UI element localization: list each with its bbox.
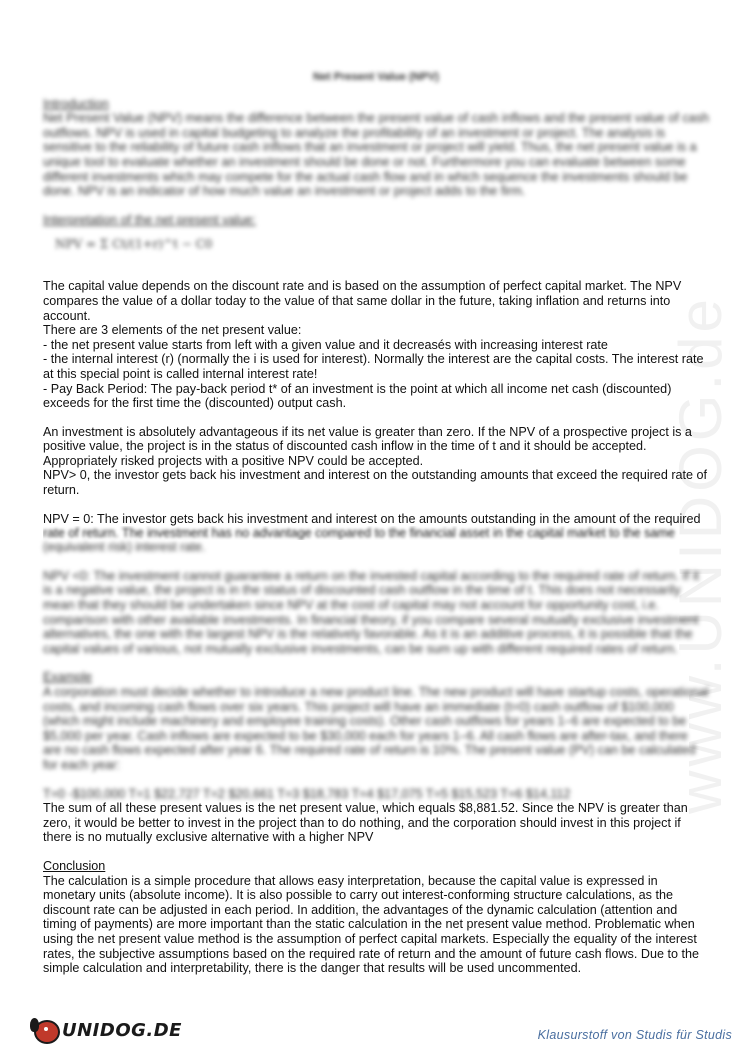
element-3-line: - Pay Back Period: The pay-back period t* of an investment is the point at which all income net cash (discounted) exceeds for the first time the (discounted) output cash.	[43, 381, 672, 411]
npv-positive-paragraph: NPV> 0, the investor gets back his investment and interest on the outstanding amounts that exceed the required rate of return.	[43, 468, 708, 498]
example-heading: Example	[43, 670, 92, 685]
intro-heading: Introduction	[43, 96, 109, 111]
clear-elements-section	[43, 279, 709, 540]
intro-paragraph: Net Present Value (NPV) means the difference between the present value of cash inflows and the present value of cash outflows. NPV is used in capital budgeting to analyze the profitability of an investment or project. The analysis is sensitive to the reliability of future cash inflows that an investment or project will yield. Thus, the net present value is a unique tool to evaluate whether an investment should be done or not. Furthermore you can evaluate between some different investments which may compete for the actual cash flow and in which sequence the investments should be done. NPV is an indicator of how much value an investment or project adds to the firm.	[43, 111, 709, 199]
npv-zero-line-2: rate of return. The investment has no advantage compared to the financial asset in the capital market to the same	[43, 526, 675, 541]
capital-value-paragraph: The capital value depends on the discount rate and is based on the assumption of perfect capital market. The NPV compares the value of a dollar today to the value of that same dollar in the future, taking inflation and returns into account.	[43, 279, 682, 323]
conclusion-heading: Conclusion	[43, 858, 106, 873]
unidog-logo[interactable]	[28, 1014, 182, 1046]
document-body	[43, 70, 709, 976]
document-title: Net Present Value (NPV)	[313, 71, 439, 83]
clear-conclusion-section	[43, 801, 709, 976]
npv-sum-paragraph: The sum of all these present values is the net present value, which equals $8,881.52. Since the NPV is greater than zero, it would be better to invest in the project than to do nothing, and the corporation should invest in this project if there is no mutually exclusive alternative with a higher NPV	[43, 801, 688, 845]
page-footer	[0, 1012, 750, 1052]
element-1-line: - the net present value starts from left with a given value and it decreasés with increasing interest rate	[43, 337, 608, 352]
footer-tagline: Klausurstoff von Studis für Studis	[537, 1028, 732, 1042]
blurred-intro-section	[43, 70, 709, 267]
logo-text: UNIDOG.DE	[62, 1019, 182, 1041]
element-2-line: - the internal interest (r) (normally the i is used for interest). Normally the interest are the capital costs. The interest rate at this special point is called internal interest rate!	[43, 352, 704, 381]
dog-icon	[28, 1014, 60, 1046]
blurred-middle-section	[43, 540, 709, 801]
npv-zero-line-2-wrap	[43, 526, 709, 540]
interpretation-heading: Interpretation of the net present value:	[43, 212, 256, 227]
example-values-line: T=0 -$100,000 T=1 $22,727 T=2 $20,661 T=3 $18,783 T=4 $17,075 T=5 $15,523 T=6 $14,112	[43, 786, 571, 801]
npv-formula: NPV = Σ Ct/(1+r)^t − C0	[55, 237, 213, 252]
elements-intro-line: There are 3 elements of the net present value:	[43, 323, 302, 338]
watermark-text: www.UNIDOG.de	[667, 295, 735, 814]
advantage-paragraph: An investment is absolutely advantageous if its net value is greater than zero. If the NPV of a prospective project is a positive value, the project is in the status of discounted cash inflow in the time of t and it should be accepted. Appropriately risked projects with a positive NPV could be accepted.	[43, 424, 692, 468]
conclusion-paragraph: The calculation is a simple procedure that allows easy interpretation, because the capital value is expressed in monetary units (absolute income). It is also possible to carry out interest-conforming structure calculations, as the discount rate can be adjusted in each period. In addition, the advantages of the dynamic calculation (attention and timing of payments) are more important than the static calculation in the net present value method. Problematic when using the net present value method is the assumption of perfect capital markets. Especially the equality of the interest rates, the subjective assumptions based on the required rate of return and the amount of future cash flows. Due to the simple calculation and interpretability, there is the danger that results will be used uncommented.	[43, 873, 699, 976]
npv-negative-paragraph: NPV <0: The investment cannot guarantee a return on the invested capital according to the required rate of return. If it is a negative value, the project is in the status of discounted cash outflow in the time of t. This does not necessarily mean that they should be undertaken since NPV at the cost of capital may not account for opportunity cost, i.e. comparison with other available investments. In financial theory, if you compare several mutually exclusive investment alternatives, the one with the largest NPV is the relatively favorable. As it is an additive process, it is possible that the capital values of various, not mutually exclusive investments, can be sum up with different required rates of return.	[43, 568, 700, 656]
npv-zero-line-3: (equivalent risk) interest rate.	[43, 540, 206, 555]
npv-zero-line-1: NPV = 0: The investor gets back his investment and interest on the amounts outstanding in the amount of the required	[43, 511, 701, 526]
example-paragraph: A corporation must decide whether to introduce a new product line. The new product will have startup costs, operational costs, and incoming cash flows over six years. This project will have an immediate (t=0) cash outflow of $100,000 (which might include machinery and employee training costs). Other cash outflows for years 1–6 are expected to be $5,000 per year. Cash inflows are expected to be $30,000 each for years 1–6. All cash flows are after-tax, and there are no cash flows expected after year 6. The required rate of return is 10%. The present value (PV) can be calculated for each year:	[43, 685, 709, 772]
